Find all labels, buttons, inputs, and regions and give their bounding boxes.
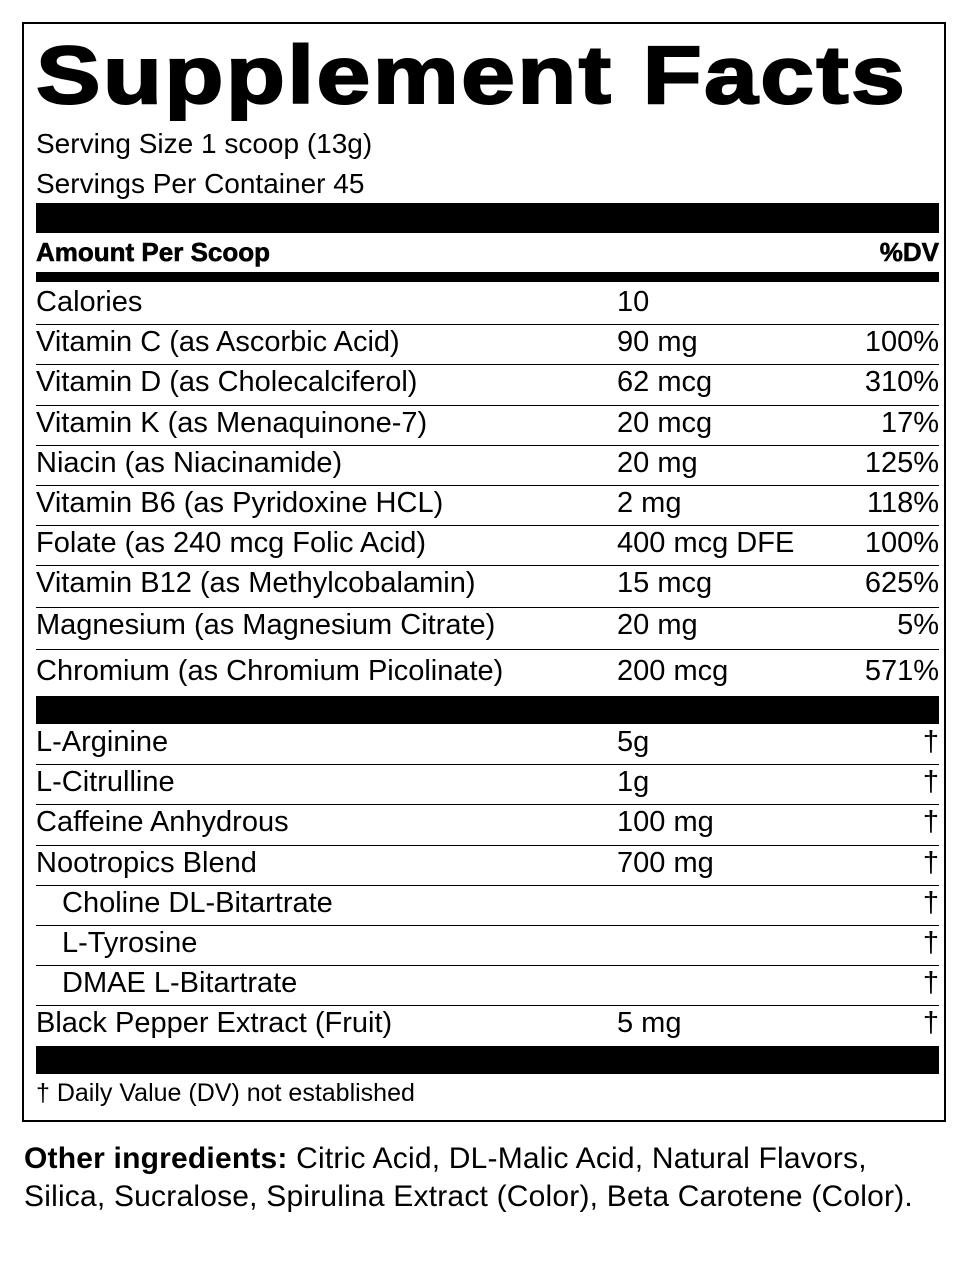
thick-divider (36, 1046, 939, 1074)
nutrient-name: Vitamin C (as Ascorbic Acid) (36, 326, 400, 358)
nutrient-name: Calories (36, 286, 143, 318)
supplement-facts-panel (22, 22, 946, 1122)
row-divider (36, 485, 939, 486)
nutrient-dv: 118% (866, 487, 939, 519)
row-divider (36, 607, 939, 608)
nutrient-name: Vitamin K (as Menaquinone-7) (36, 407, 428, 439)
medium-divider (36, 272, 939, 282)
row-divider (36, 965, 939, 966)
row-divider (36, 649, 939, 650)
nutrient-dv: 571% (864, 655, 939, 687)
row-divider (36, 324, 939, 325)
ingredient-amount: 1g (617, 766, 650, 798)
row-divider (36, 804, 939, 805)
ingredient-name: Nootropics Blend (36, 847, 257, 879)
row-divider (36, 845, 939, 846)
nutrient-dv: 100% (864, 326, 939, 358)
ingredient-name: DMAE L-Bitartrate (62, 967, 298, 999)
ingredient-name: Black Pepper Extract (Fruit) (36, 1007, 393, 1039)
nutrient-name: Chromium (as Chromium Picolinate) (36, 655, 504, 687)
nutrient-dv: 100% (864, 527, 939, 559)
nutrient-dv: 125% (864, 447, 939, 479)
nutrient-name: Niacin (as Niacinamide) (36, 447, 343, 479)
ingredient-amount: 100 mg (617, 806, 714, 838)
nutrient-name: Folate (as 240 mcg Folic Acid) (36, 527, 427, 559)
amount-per-scoop-label: Amount Per Scoop (36, 237, 271, 267)
row-divider (36, 565, 939, 566)
nutrient-amount: 20 mg (617, 447, 698, 479)
nutrient-dv: 5% (897, 609, 939, 641)
ingredient-dv: † (922, 806, 939, 838)
dv-label: %DV (879, 237, 939, 267)
row-divider (36, 364, 939, 365)
nutrient-name: Magnesium (as Magnesium Citrate) (36, 609, 496, 641)
serving-size: Serving Size 1 scoop (13g) (36, 128, 373, 159)
nutrient-dv: 17% (880, 407, 939, 439)
nutrient-dv: 625% (864, 567, 939, 599)
row-divider (36, 885, 939, 886)
nutrient-dv: 310% (864, 366, 939, 398)
nutrient-amount: 200 mcg (617, 655, 729, 687)
ingredient-amount: 5 mg (617, 1007, 682, 1039)
other-ingredients-text: Citric Acid, DL-Malic Acid, Natural Flavors, Silica, Sucralose, Spirulina Extract (Color), Beta Carotene (Color). (24, 1142, 913, 1213)
ingredient-dv: † (922, 967, 939, 999)
ingredient-dv: † (922, 847, 939, 879)
nutrient-name: Vitamin B6 (as Pyridoxine HCL) (36, 487, 444, 519)
column-header (36, 234, 939, 270)
thick-divider (36, 203, 939, 233)
ingredient-dv: † (922, 726, 939, 758)
row-divider (36, 525, 939, 526)
other-ingredients-label: Other ingredients: (24, 1142, 288, 1175)
ingredient-name: L-Arginine (36, 726, 169, 758)
thick-divider (36, 696, 939, 724)
other-ingredients (24, 1140, 954, 1216)
nutrient-amount: 90 mg (617, 326, 698, 358)
ingredient-dv: † (922, 887, 939, 919)
nutrient-amount: 10 (617, 286, 650, 318)
nutrient-amount: 2 mg (617, 487, 682, 519)
ingredient-dv: † (922, 766, 939, 798)
ingredient-name: L-Citrulline (36, 766, 175, 798)
nutrient-amount: 15 mcg (617, 567, 713, 599)
nutrient-amount: 20 mg (617, 609, 698, 641)
servings-per-container: Servings Per Container 45 (36, 168, 365, 199)
ingredient-dv: † (922, 927, 939, 959)
nutrient-name: Vitamin D (as Cholecalciferol) (36, 366, 418, 398)
ingredient-name: Choline DL-Bitartrate (62, 887, 333, 919)
nutrient-amount: 62 mcg (617, 366, 713, 398)
row-divider (36, 445, 939, 446)
ingredient-name: Caffeine Anhydrous (36, 806, 289, 838)
nutrient-amount: 400 mcg DFE (617, 527, 795, 559)
row-divider (36, 764, 939, 765)
ingredient-name: L-Tyrosine (62, 927, 198, 959)
row-divider (36, 405, 939, 406)
ingredient-amount: 5g (617, 726, 650, 758)
ingredient-amount: 700 mg (617, 847, 714, 879)
ingredient-dv: † (922, 1007, 939, 1039)
nutrient-name: Vitamin B12 (as Methylcobalamin) (36, 567, 476, 599)
daily-value-footnote: † Daily Value (DV) not established (36, 1079, 415, 1107)
row-divider (36, 1005, 939, 1006)
nutrient-amount: 20 mcg (617, 407, 713, 439)
row-divider (36, 925, 939, 926)
panel-title: Supplement Facts (36, 30, 908, 121)
